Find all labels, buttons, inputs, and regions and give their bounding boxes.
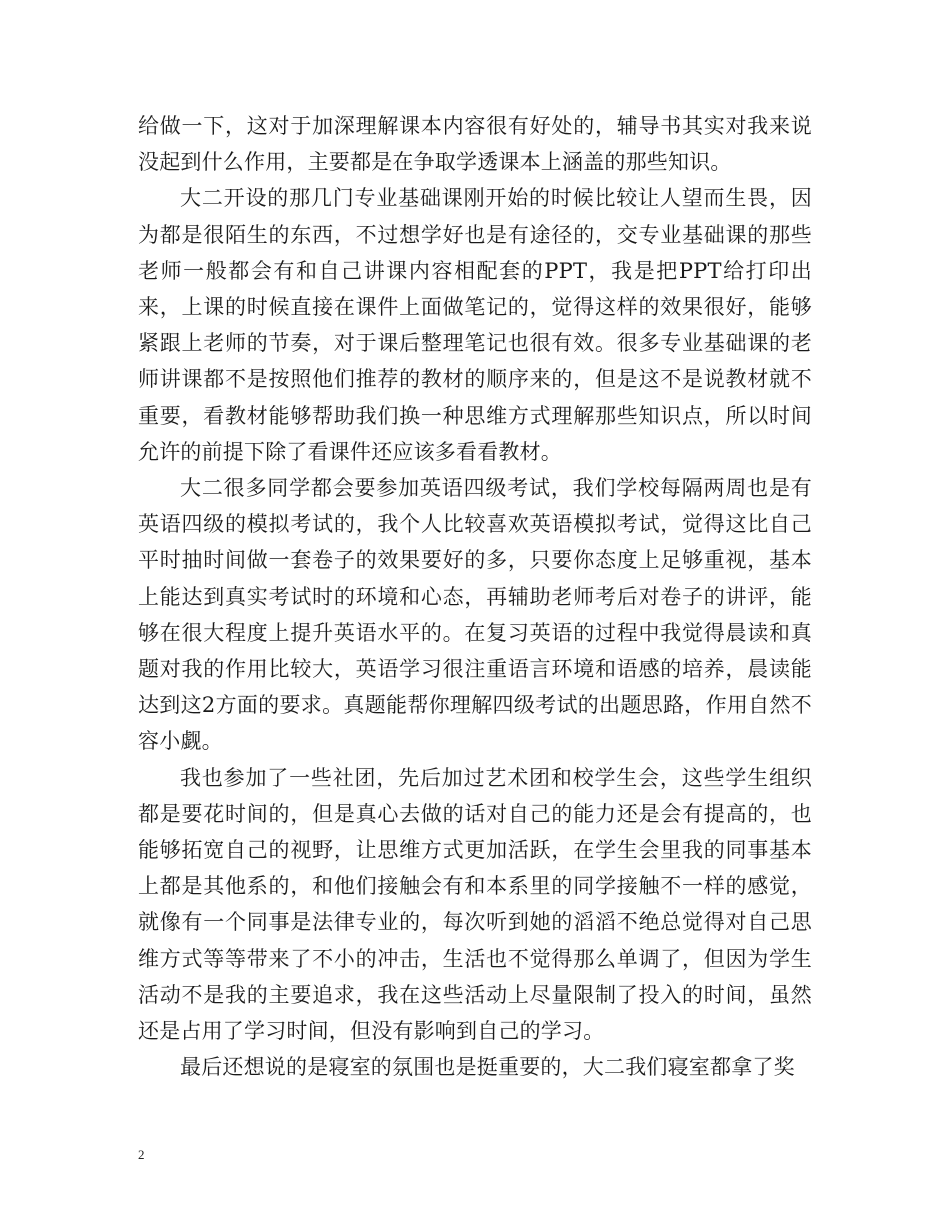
paragraph-2: 大二开设的那几门专业基础课刚开始的时候比较让人望而生畏，因为都是很陌生的东西，不过想学好也是有途径的，交专业基础课的那些老师一般都会有和自己讲课内容相配套的PPT，我是把PPT给打印出来，上课的时候直接在课件上面做笔记的，觉得这样的效果很好，能够紧跟上老师的节奏，对于课后整理笔记也很有效。很多专业基础课的老师讲课都不是按照他们推荐的教材的顺序来的，但是这不是说教材就不重要，看教材能够帮助我们换一种思维方式理解那些知识点，所以时间允许的前提下除了看课件还应该多看看教材。 (138, 186, 812, 464)
paragraph-1: 给做一下，这对于加深理解课本内容很有好处的，辅导书其实对我来说没起到什么作用，主要都是在争取学透课本上涵盖的那些知识。 (138, 114, 812, 175)
paragraph-3: 大二很多同学都会要参加英语四级考试，我们学校每隔两周也是有英语四级的模拟考试的，我个人比较喜欢英语模拟考试，觉得这比自己平时抽时间做一套卷子的效果要好的多，只要你态度上足够重视，基本上能达到真实考试时的环境和心态，再辅助老师考后对卷子的讲评，能够在很大程度上提升英语水平的。在复习英语的过程中我觉得晨读和真题对我的作用比较大，英语学习很注重语言环境和语感的培养，晨读能达到这2方面的要求。真题能帮你理解四级考试的出题思路，作用自然不容小觑。 (138, 476, 812, 754)
paragraph-4: 我也参加了一些社团，先后加过艺术团和校学生会，这些学生组织都是要花时间的，但是真心去做的话对自己的能力还是会有提高的，也能够拓宽自己的视野，让思维方式更加活跃，在学生会里我的同事基本上都是其他系的，和他们接触会有和本系里的同学接触不一样的感觉，就像有一个同事是法律专业的，每次听到她的滔滔不绝总觉得对自己思维方式等等带来了不小的冲击，生活也不觉得那么单调了，但因为学生活动不是我的主要追求，我在这些活动上尽量限制了投入的时间，虽然还是占用了学习时间，但没有影响到自己的学习。 (138, 765, 812, 1044)
document-body (138, 108, 812, 1085)
page-number: 2 (138, 1147, 145, 1162)
paragraph-5: 最后还想说的是寝室的氛围也是挺重要的，大二我们寝室都拿了奖 (180, 1055, 795, 1080)
